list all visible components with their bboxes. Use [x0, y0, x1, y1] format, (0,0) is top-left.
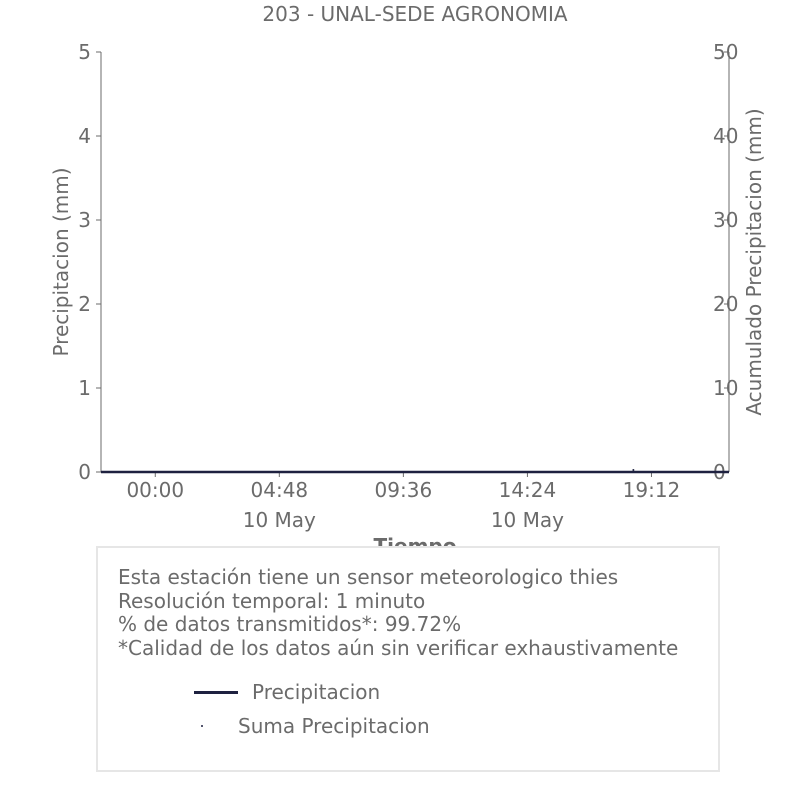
x-tick-sublabel: 10 May: [242, 508, 316, 532]
x-tick-label: 09:36: [374, 478, 433, 502]
legend: [98, 548, 718, 770]
legend-label-suma: Suma Precipitacion: [238, 714, 430, 738]
legend-line-swatch: [194, 691, 238, 694]
y2-tick-label: 30: [713, 208, 739, 232]
ticks: [78, 40, 738, 532]
x-tick-label: 00:00: [126, 478, 185, 502]
x-tick-label: 19:12: [622, 478, 681, 502]
info-line-quality: *Calidad de los datos aún sin verificar exhaustivamente: [118, 635, 679, 660]
x-tick-label: 04:48: [250, 478, 309, 502]
axes: [101, 52, 729, 472]
info-box: [96, 546, 720, 772]
info-line-sensor: Esta estación tiene un sensor meteorologico thies: [118, 565, 619, 589]
x-tick-sublabel: 10 May: [490, 508, 564, 532]
series-point-suma: [632, 469, 634, 471]
info-line-transmitted: % de datos transmitidos*: 99.72%: [118, 612, 462, 636]
info-line-resolution: Resolución temporal: 1 minuto: [118, 588, 426, 613]
y-tick-label: 1: [78, 376, 91, 400]
y2-axis-label: Acumulado Precipitacion (mm): [742, 108, 766, 416]
y-tick-label: 4: [78, 124, 91, 148]
y-axis-label: Precipitacion (mm): [49, 167, 73, 357]
chart-title: 203 - UNAL-SEDE AGRONOMIA: [262, 2, 568, 26]
chart-labels: [49, 2, 766, 558]
y-tick-label: 2: [78, 292, 91, 316]
y2-tick-label: 40: [713, 124, 739, 148]
y-tick-label: 3: [78, 208, 91, 232]
x-tick-label: 14:24: [498, 478, 557, 502]
y2-tick-label: 10: [713, 376, 739, 400]
y2-tick-label: 50: [713, 40, 739, 64]
y-tick-label: 0: [78, 460, 91, 484]
y-tick-label: 5: [78, 40, 91, 64]
chart-marks: [101, 469, 729, 472]
y2-tick-label: 0: [713, 460, 726, 484]
y2-tick-label: 20: [713, 292, 739, 316]
legend-dot-swatch: [201, 725, 203, 727]
legend-label-precipitacion: Precipitacion: [252, 680, 381, 704]
